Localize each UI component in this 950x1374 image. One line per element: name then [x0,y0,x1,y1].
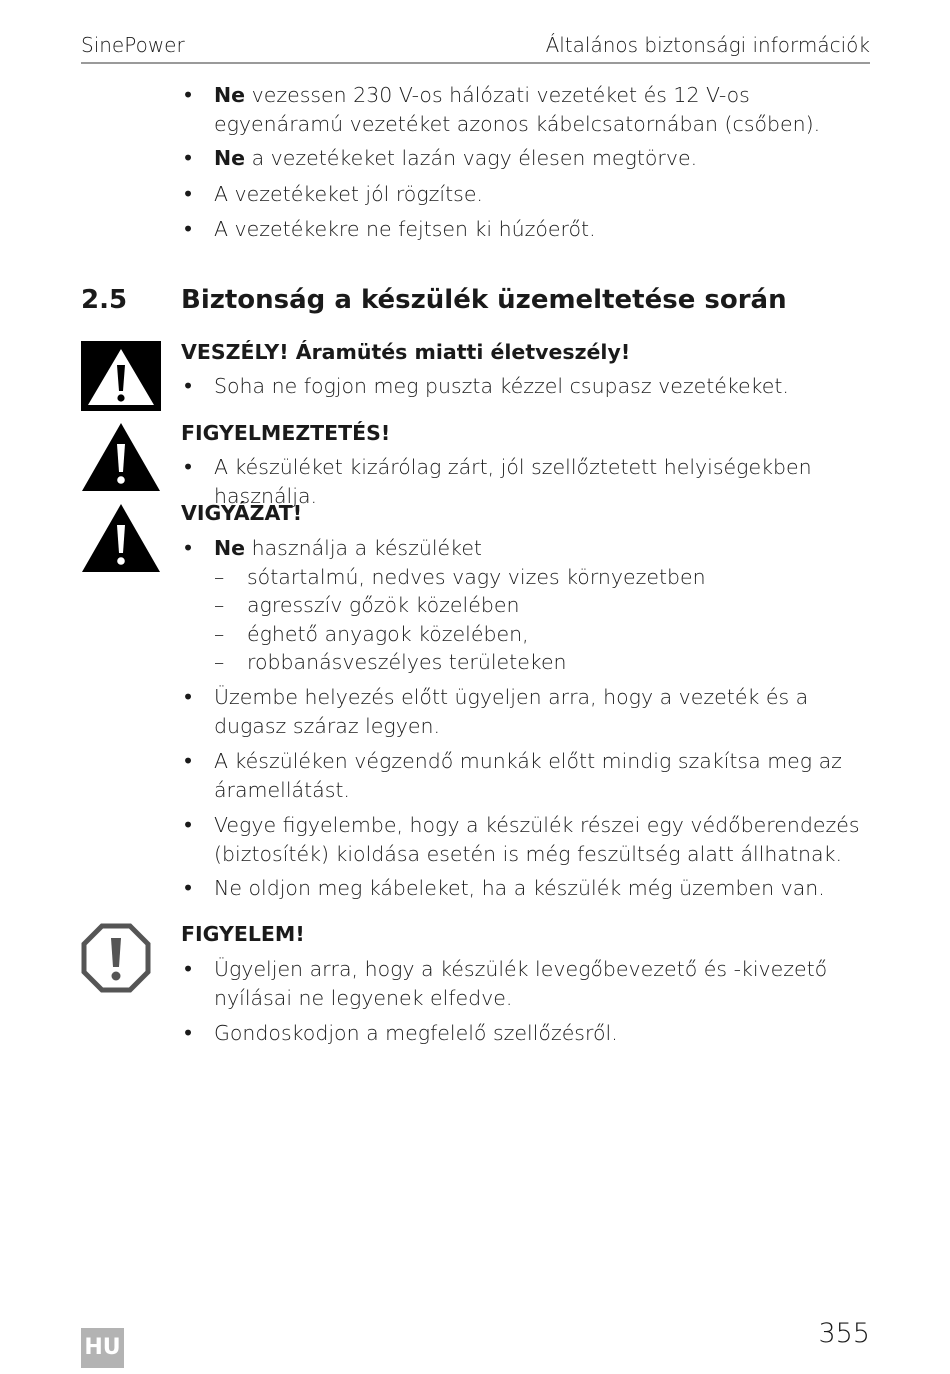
page-header [81,32,870,64]
caution-signal-word: VIGYÁZAT! [181,501,303,525]
list-item: • Vegye figyelembe, hogy a készülék részei egy védőberendezés (biztosíték) kioldása esetén is még feszültség alatt állhatnak. [214,811,874,869]
notice-octagon-exclamation-icon [81,923,151,993]
section-number: 2.5 [81,285,128,315]
notice-signal-word: FIGYELEM! [181,922,305,946]
warning-signal-word: FIGYELMEZTETÉS! [181,421,391,445]
warning-triangle-icon [81,422,161,492]
section-title: Biztonság a készülék üzemeltetése során [181,285,787,315]
list-item: • A vezetékeket jól rögzítse. [214,180,874,209]
list-item: • Gondoskodjon a megfelelő szellőzésről. [214,1019,874,1048]
danger-signal-word: VESZÉLY! Áramütés miatti életveszély! [181,340,631,364]
danger-warning-triangle-icon [81,341,161,411]
list-item: • A készüléket kizárólag zárt, jól szellőztetett helyiségekben használja. [214,453,874,511]
sub-list-item: – robbanásveszélyes területeken [247,648,847,677]
list-item: • A vezetékekre ne fejtsen ki húzóerőt. [214,215,874,244]
page-number: 355 [818,1318,870,1349]
list-item: • Ügyeljen arra, hogy a készülék levegőbevezető és -kivezető nyílásai ne legyenek elfedve. [214,955,874,1013]
list-item: • Soha ne fogjon meg puszta kézzel csupasz vezetékeket. [214,372,874,401]
header-chapter-title: Általános biztonsági információk [545,33,870,57]
caution-triangle-icon [81,503,161,573]
sub-list-item: – agresszív gőzök közelében [247,591,847,620]
list-item: • A készüléken végzendő munkák előtt mindig szakítsa meg az áramellátást. [214,747,874,805]
sub-list-item: – sótartalmú, nedves vagy vizes környezetben [247,563,847,592]
sub-list-item: – éghető anyagok közelében, [247,620,847,649]
header-product-name: SinePower [81,33,185,57]
list-item: • Ne használja a készüléket [214,534,874,563]
language-tab: HU [81,1328,124,1368]
list-item: • Üzembe helyezés előtt ügyeljen arra, hogy a vezeték és a dugasz száraz legyen. [214,683,874,741]
list-item: • Ne vezessen 230 V-os hálózati vezetéket és 12 V-os egyenáramú vezetéket azonos kábelcsatornában (csőben). [214,81,874,139]
list-item: • Ne oldjon meg kábeleket, ha a készülék még üzemben van. [214,874,874,903]
list-item: • Ne a vezetékeket lazán vagy élesen megtörve. [214,144,874,173]
